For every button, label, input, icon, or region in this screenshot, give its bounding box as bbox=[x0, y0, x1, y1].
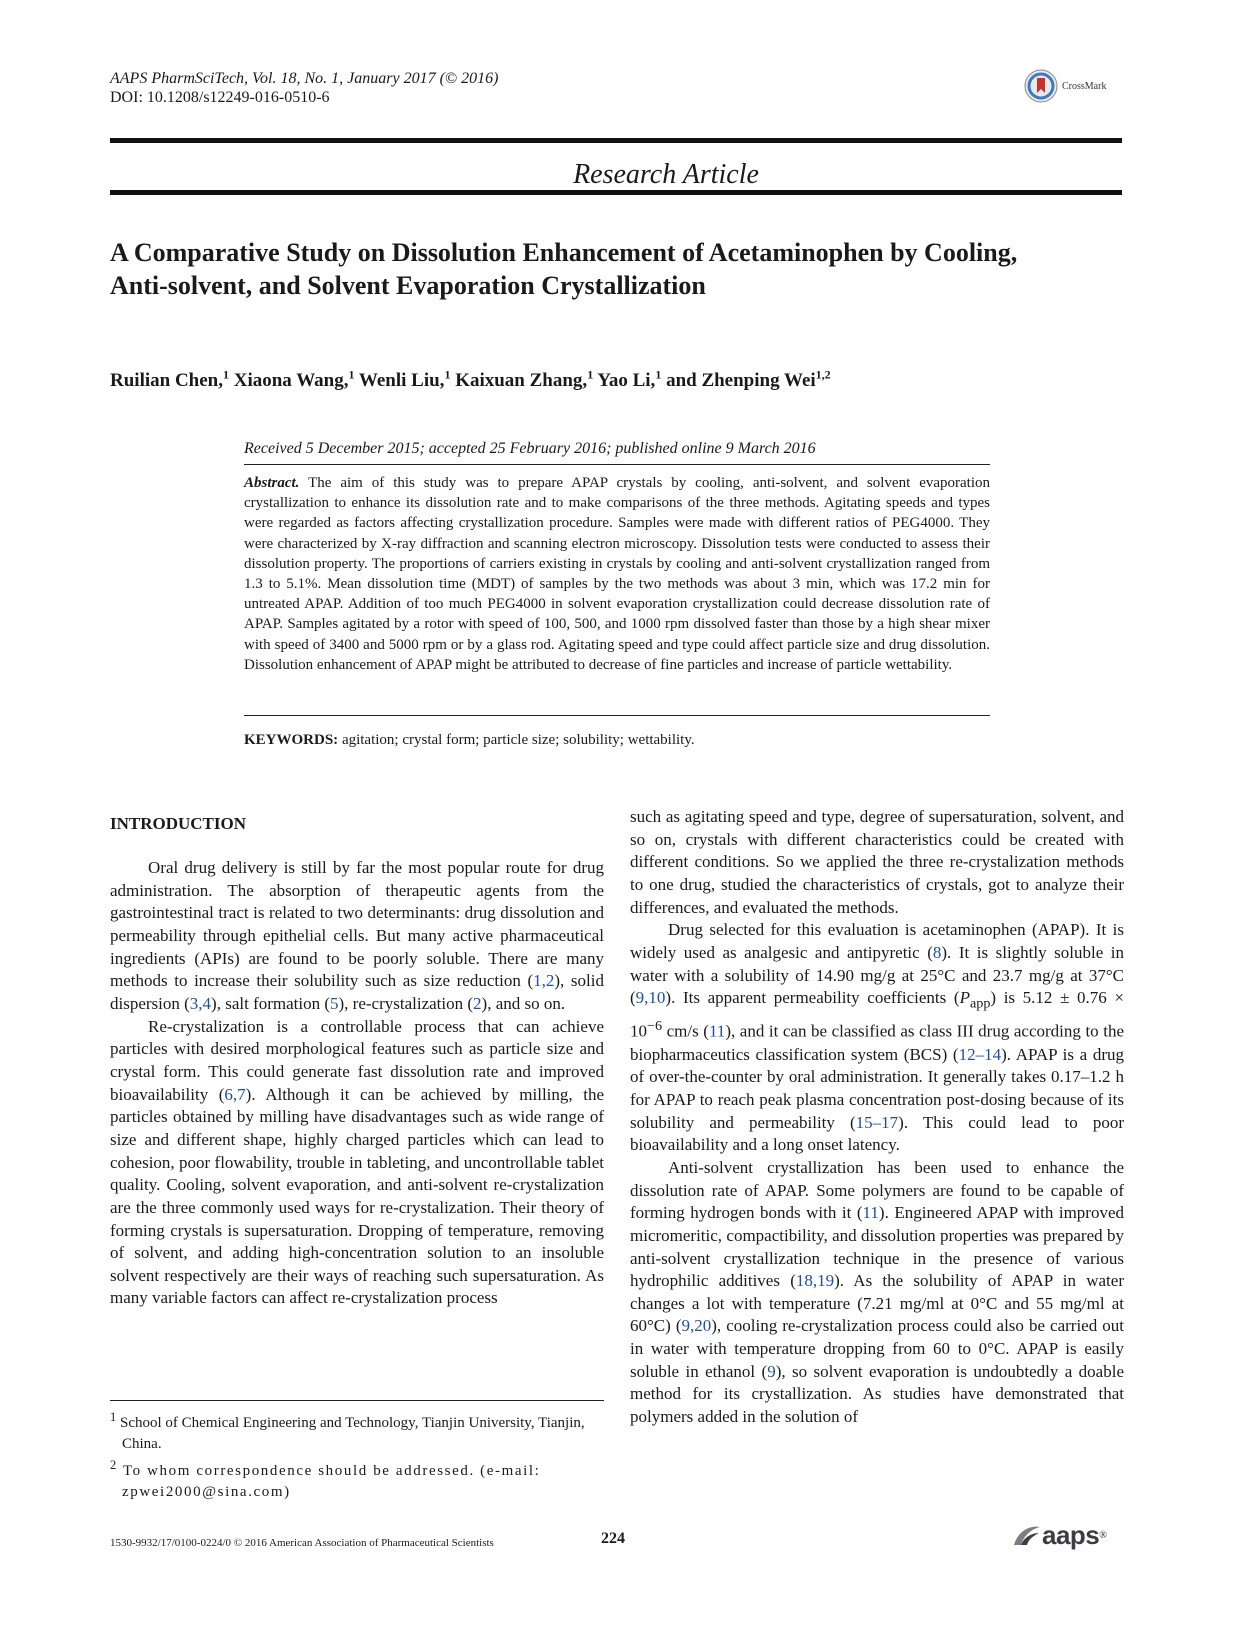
article-title: A Comparative Study on Dissolution Enhancement of Acetaminophen by Cooling, Anti-solvent, and Solvent Evaporation Crystallization bbox=[110, 238, 1018, 300]
aaps-wordmark: aaps bbox=[1042, 1520, 1100, 1550]
left-column-text bbox=[110, 857, 604, 1310]
crossmark-badge[interactable] bbox=[1024, 66, 1124, 106]
citation-link[interactable]: 2 bbox=[473, 993, 482, 1013]
abstract bbox=[244, 473, 990, 675]
section-heading-introduction: INTRODUCTION bbox=[110, 814, 247, 833]
issn-copyright: 1530-9932/17/0100-0224/0 © 2016 American Association of Pharmaceutical Scientists bbox=[110, 1537, 494, 1549]
paragraph: Anti-solvent crystallization has been used to enhance the dissolution rate of APAP. Some polymers are found to be capable of forming hydrogen bonds with it (11). Engineered APAP with improved micromeritic, compactibility, and dissolution properties was prepared by anti-solvent crystallization technique in the presence of various hydrophilic additives (18,19). As the solubility of APAP in water changes a lot with temperature (7.21 mg/ml at 0°C and 55 mg/ml at 60°C) (9,20), cooling re-crystalization process could also be carried out in water with temperature dropping from 60 to 0°C. APAP is easily soluble in ethanol (9), so solvent evaporation is undoubtedly a doable method for its crystallization. As studies have demonstrated that polymers added in the solution of bbox=[630, 1157, 1125, 1427]
author-list bbox=[110, 362, 831, 394]
author: Ruilian Chen,$^1$ bbox=[110, 368, 229, 392]
citation-link[interactable]: 1,2 bbox=[533, 971, 555, 991]
abstract-text: The aim of this study was to prepare APAP crystals by cooling, anti-solvent, and solvent evaporation crystallization to enhance its dissolution rate and to make comparisons of the three methods. Agitating speeds and types were regarded as factors affecting crystallization procedure. Samples were made with different ratios of PEG4000. They were characterized by X-ray diffraction and scanning electron microscopy. Dissolution tests were conducted to assess their dissolution property. The proportions of carriers existing in crystals by cooling and anti-solvent crystallization ranged from 1.3 to 5.1%. Mean dissolution time (MDT) of samples by the two methods was about 3 min, which was 17.2 min for untreated APAP. Addition of too much PEG4000 in solvent evaporation crystallization could decrease dissolution rate of APAP. Samples agitated by a rotor with speed of 100, 500, and 1000 rpm dissolved faster than those by a high shear mixer with speed of 3400 and 5000 rpm or by a glass rod. Agitating speed and type could affect particle size and drug dissolution. Dissolution enhancement of APAP might be attributed to decrease of fine particles and increase of particle wettability. bbox=[244, 475, 990, 673]
received-dates: Received 5 December 2015; accepted 25 February 2016; published online 9 March 2016 bbox=[244, 440, 816, 457]
abstract-label: Abstract. bbox=[244, 475, 300, 491]
footnotes bbox=[110, 1407, 604, 1503]
doi[interactable]: DOI: 10.1208/s12249-016-0510-6 bbox=[110, 89, 330, 106]
citation-link[interactable]: 18,19 bbox=[795, 1271, 835, 1291]
keywords-text: agitation; crystal form; particle size; solubility; wettability. bbox=[341, 732, 695, 748]
footnote-rule bbox=[110, 1400, 604, 1401]
keywords-label: KEYWORDS: bbox=[244, 732, 339, 748]
right-column-text bbox=[630, 806, 1124, 1429]
citation-link[interactable]: 5 bbox=[330, 993, 339, 1013]
page-number: 224 bbox=[601, 1530, 625, 1547]
journal-citation: AAPS PharmSciTech, Vol. 18, No. 1, January 2017 (© 2016) bbox=[110, 70, 499, 87]
citation-link[interactable]: 9 bbox=[767, 1361, 776, 1381]
citation-link[interactable]: 11 bbox=[862, 1203, 879, 1223]
author: and Zhenping Wei$^{1,2}$ bbox=[666, 368, 831, 392]
citation-link[interactable]: 8 bbox=[932, 942, 942, 962]
footnote-affiliation: $^1$ School of Chemical Engineering and Technology, Tianjin University, Tianjin, China. bbox=[110, 1410, 585, 1452]
paragraph: such as agitating speed and type, degree of supersaturation, solvent, and so on, crystals with different characteristics could be created with different conditions. So we applied the three re-crystalization methods to one drug, studied the characteristics of crystals, got to analyze their differences, and evaluated the methods. bbox=[630, 807, 1124, 917]
header-rule-bottom bbox=[110, 190, 1122, 195]
section-type: Research Article bbox=[573, 159, 759, 190]
citation-link[interactable]: 3,4 bbox=[189, 993, 212, 1013]
citation-link[interactable]: 12–14 bbox=[958, 1044, 1002, 1064]
aaps-swoosh-icon bbox=[1012, 1523, 1042, 1549]
author: Yao Li,$^1$ bbox=[597, 368, 662, 392]
author: Kaixuan Zhang,$^1$ bbox=[455, 368, 594, 392]
author: Wenli Liu,$^1$ bbox=[358, 368, 451, 392]
aaps-logo: aaps ® bbox=[1012, 1520, 1107, 1551]
citation-link[interactable]: 9,20 bbox=[681, 1316, 712, 1336]
paragraph: Drug selected for this evaluation is acetaminophen (APAP). It is widely used as analgesic and antipyretic (8). It is slightly soluble in water with a solubility of 14.90 mg/g at 25°C and 23.7 mg/g at 37°C (9,10). Its apparent permeability coefficients $(P_{app})$ is $5.12 \pm 0.76 \times 10^{-6}$ cm/s (11), and it can be classified as class III drug according to the biopharmaceutics classification system (BCS) (12–14). APAP is a drug of over-the-counter by oral administration. It generally takes 0.17–1.2 h for APAP to reach peak plasma concentration post-dosing because of its solubility and permeability (15–17). This could lead to poor bioavailability and a long onset latency. bbox=[630, 920, 1124, 1155]
keywords bbox=[244, 731, 695, 749]
author: Xiaona Wang,$^1$ bbox=[233, 368, 355, 392]
citation-link[interactable]: 9,10 bbox=[635, 988, 666, 1008]
paragraph: Re-crystalization is a controllable process that can achieve particles with desired morphological features such as particle size and crystal form. This could generate fast dissolution rate and improved bioavailability (6,7). Although it can be achieved by milling, the particles obtained by milling have disadvantages such as wide range of size and different shape, highly charged particles which can lead to cohesion, poor flowability, trouble in tableting, and uncontrollable tablet quality. Cooling, solvent evaporation, and anti-solvent re-crystalization are the three commonly used ways for re-crystalization. Their theory of forming crystals is supersaturation. Dropping of temperature, removing of solvent, and adding high-concentration solution to an insoluble solvent respectively are their ways of reaching such supersaturation. As many variable factors can affect re-crystalization process bbox=[110, 1016, 604, 1308]
crossmark-icon bbox=[1024, 69, 1058, 103]
citation-link[interactable]: 11 bbox=[708, 1021, 726, 1041]
abstract-rule-top bbox=[244, 464, 990, 465]
paragraph: Oral drug delivery is still by far the most popular route for drug administration. The absorption of therapeutic agents from the gastrointestinal tract is related to two determinants: drug dissolution and permeability through epithelial cells. But many active pharmaceutical ingredients (APIs) are found to be poorly soluble. There are many methods to increase their solubility such as size reduction (1,2), solid dispersion (3,4), salt formation (5), re-crystalization (2), and so on. bbox=[110, 858, 604, 1013]
abstract-rule-bottom bbox=[244, 715, 990, 716]
header-rule-top bbox=[110, 138, 1122, 143]
citation-link[interactable]: 6,7 bbox=[224, 1084, 246, 1104]
crossmark-label: CrossMark bbox=[1062, 80, 1107, 92]
citation-link[interactable]: 15–17 bbox=[855, 1112, 899, 1132]
footnote-correspondence: $^2$ To whom correspondence should be addressed. (e-mail: zpwei2000@sina.com) bbox=[110, 1458, 541, 1500]
